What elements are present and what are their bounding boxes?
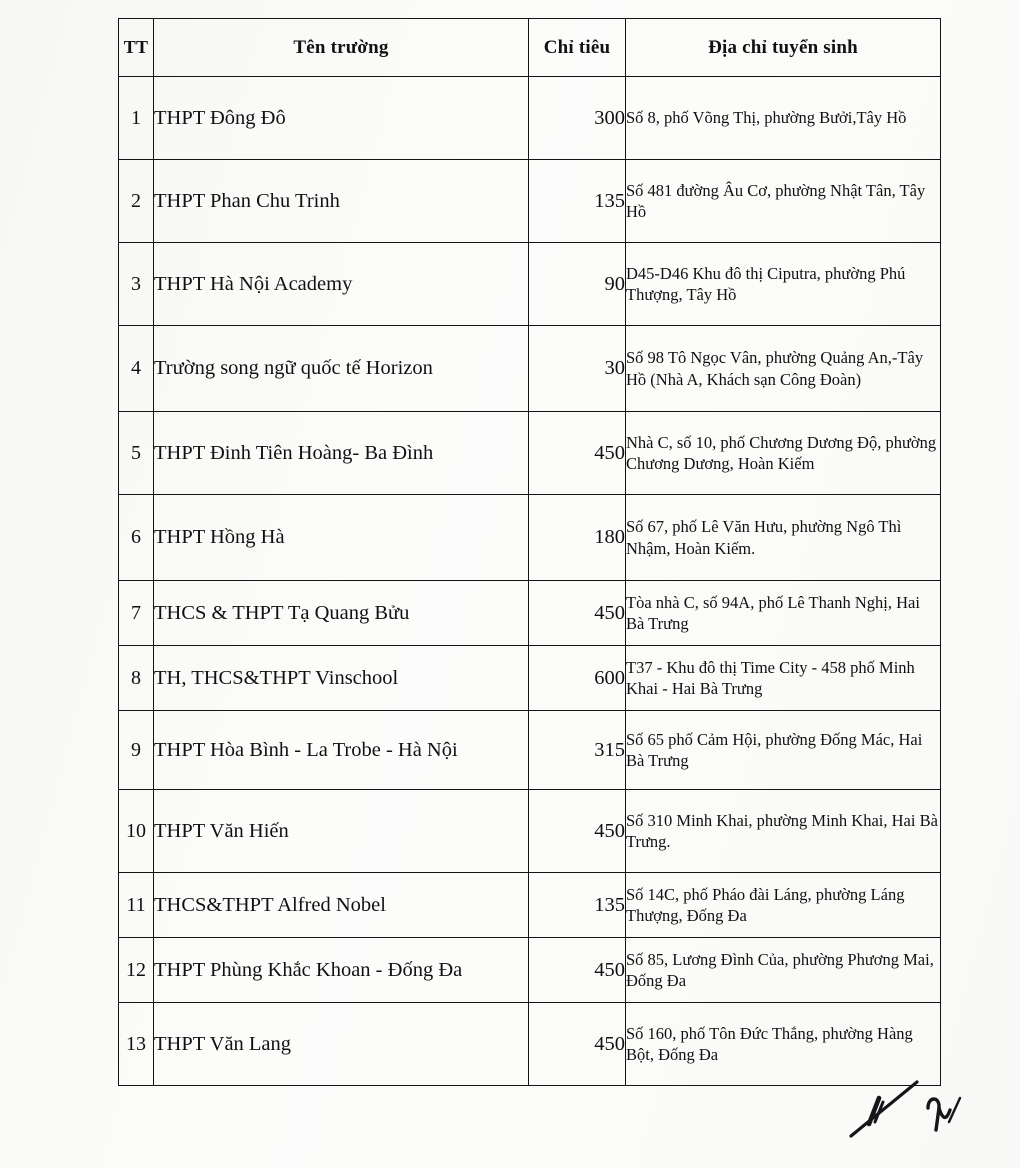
cell-address: Số 14C, phố Pháo đài Láng, phường Láng Thượng, Đống Đa: [626, 873, 941, 938]
cell-school-name: THPT Hà Nội Academy: [154, 243, 529, 326]
cell-address: Số 481 đường Âu Cơ, phường Nhật Tân, Tây Hồ: [626, 160, 941, 243]
cell-school-name: THPT Phan Chu Trinh: [154, 160, 529, 243]
table-row: [119, 581, 941, 646]
cell-address: T37 - Khu đô thị Time City - 458 phố Minh Khai - Hai Bà Trưng: [626, 646, 941, 711]
column-header-tt: TT: [119, 19, 154, 77]
cell-school-name: THPT Hòa Bình - La Trobe - Hà Nội: [154, 711, 529, 790]
cell-school-name: THPT Đinh Tiên Hoàng- Ba Đình: [154, 412, 529, 495]
cell-school-name: Trường song ngữ quốc tế Horizon: [154, 326, 529, 412]
table-row: [119, 938, 941, 1003]
cell-quota: 30: [529, 326, 626, 412]
table-row: [119, 790, 941, 873]
table-row: [119, 646, 941, 711]
table-header-row: [119, 19, 941, 77]
table-row: [119, 1003, 941, 1086]
cell-tt: 1: [119, 77, 154, 160]
cell-quota: 90: [529, 243, 626, 326]
cell-school-name: THCS & THPT Tạ Quang Bửu: [154, 581, 529, 646]
cell-tt: 5: [119, 412, 154, 495]
cell-address: Số 160, phố Tôn Đức Thắng, phường Hàng Bột, Đống Đa: [626, 1003, 941, 1086]
cell-school-name: THCS&THPT Alfred Nobel: [154, 873, 529, 938]
cell-tt: 8: [119, 646, 154, 711]
cell-quota: 135: [529, 873, 626, 938]
cell-quota: 450: [529, 790, 626, 873]
cell-quota: 600: [529, 646, 626, 711]
cell-address: Số 310 Minh Khai, phường Minh Khai, Hai Bà Trưng.: [626, 790, 941, 873]
school-enrollment-table-container: [118, 18, 940, 1086]
cell-school-name: TH, THCS&THPT Vinschool: [154, 646, 529, 711]
cell-quota: 135: [529, 160, 626, 243]
cell-tt: 4: [119, 326, 154, 412]
cell-school-name: THPT Đông Đô: [154, 77, 529, 160]
cell-tt: 13: [119, 1003, 154, 1086]
cell-address: Số 67, phố Lê Văn Hưu, phường Ngô Thì Nhậm, Hoàn Kiếm.: [626, 495, 941, 581]
table-row: [119, 326, 941, 412]
table-row: [119, 711, 941, 790]
cell-address: Số 98 Tô Ngọc Vân, phường Quảng An,-Tây Hồ (Nhà A, Khách sạn Công Đoàn): [626, 326, 941, 412]
cell-quota: 300: [529, 77, 626, 160]
table-header: [119, 19, 941, 77]
table-row: [119, 160, 941, 243]
cell-quota: 180: [529, 495, 626, 581]
cell-address: Nhà C, số 10, phố Chương Dương Độ, phường Chương Dương, Hoàn Kiếm: [626, 412, 941, 495]
cell-quota: 450: [529, 412, 626, 495]
cell-school-name: THPT Văn Hiến: [154, 790, 529, 873]
cell-quota: 450: [529, 581, 626, 646]
cell-tt: 12: [119, 938, 154, 1003]
table-row: [119, 873, 941, 938]
handwritten-initial-mark-icon: [920, 1088, 966, 1136]
cell-school-name: THPT Văn Lang: [154, 1003, 529, 1086]
cell-tt: 10: [119, 790, 154, 873]
column-header-address: Địa chỉ tuyển sinh: [626, 19, 941, 77]
cell-address: D45-D46 Khu đô thị Ciputra, phường Phú Thượng, Tây Hồ: [626, 243, 941, 326]
cell-tt: 3: [119, 243, 154, 326]
cell-tt: 9: [119, 711, 154, 790]
cell-quota: 450: [529, 1003, 626, 1086]
cell-tt: 7: [119, 581, 154, 646]
table-body: [119, 77, 941, 1086]
handwritten-slash-mark-icon: [845, 1078, 925, 1140]
cell-address: Số 8, phố Võng Thị, phường Bưởi,Tây Hồ: [626, 77, 941, 160]
cell-address: Số 85, Lương Đình Của, phường Phương Mai, Đống Đa: [626, 938, 941, 1003]
table-row: [119, 243, 941, 326]
column-header-school-name: Tên trường: [154, 19, 529, 77]
column-header-quota: Chỉ tiêu: [529, 19, 626, 77]
table-row: [119, 412, 941, 495]
cell-address: Tòa nhà C, số 94A, phố Lê Thanh Nghị, Hai Bà Trưng: [626, 581, 941, 646]
cell-school-name: THPT Hồng Hà: [154, 495, 529, 581]
table-row: [119, 495, 941, 581]
cell-school-name: THPT Phùng Khắc Khoan - Đống Đa: [154, 938, 529, 1003]
table-row: [119, 77, 941, 160]
cell-quota: 450: [529, 938, 626, 1003]
cell-address: Số 65 phố Cảm Hội, phường Đống Mác, Hai Bà Trưng: [626, 711, 941, 790]
cell-tt: 11: [119, 873, 154, 938]
cell-tt: 6: [119, 495, 154, 581]
cell-quota: 315: [529, 711, 626, 790]
school-enrollment-table: [118, 18, 941, 1086]
cell-tt: 2: [119, 160, 154, 243]
